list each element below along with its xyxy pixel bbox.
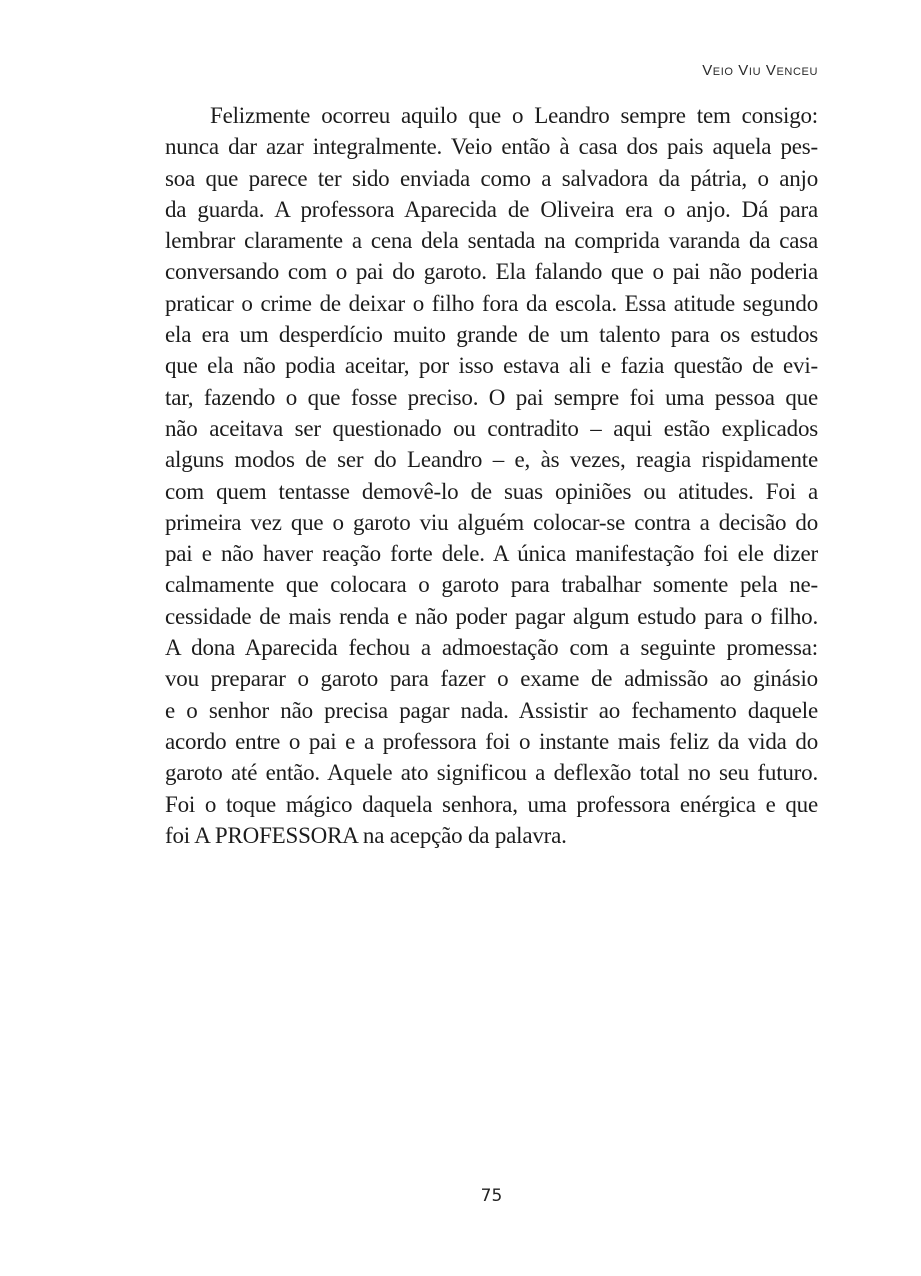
text-line: Foi o toque mágico daquela senhora, uma professora enérgica e que (165, 791, 818, 817)
text-line: conversando com o pai do garoto. Ela falando que o pai não poderia (165, 259, 818, 285)
text-line: soa que parece ter sido enviada como a salvadora da pátria, o anjo (165, 165, 818, 191)
text-line: nunca dar azar integralmente. Veio então à casa dos pais aquela pes- (165, 134, 818, 160)
page-number: 75 (480, 1186, 503, 1206)
text-line: tar, fazendo o que fosse preciso. O pai sempre foi uma pessoa que (165, 384, 818, 410)
text-line: pai e não haver reação forte dele. A única manifestação foi ele dizer (165, 541, 818, 567)
text-line: que ela não podia aceitar, por isso estava ali e fazia questão de evi- (165, 353, 818, 379)
text-line: acordo entre o pai e a professora foi o instante mais feliz da vida do (165, 728, 818, 754)
text-line: e o senhor não precisa pagar nada. Assistir ao fechamento daquele (165, 697, 818, 723)
text-line: Felizmente ocorreu aquilo que o Leandro sempre tem consigo: (210, 103, 818, 128)
text-line: alguns modos de ser do Leandro – e, às vezes, reagia rispidamente (165, 447, 818, 473)
text-line: da guarda. A professora Aparecida de Oliveira era o anjo. Dá para (165, 196, 818, 222)
paragraph (165, 100, 818, 851)
text-line: vou preparar o garoto para fazer o exame de admissão ao ginásio (165, 666, 818, 692)
text-line: A dona Aparecida fechou a admoestação com a seguinte promessa: (165, 635, 818, 661)
text-line: não aceitava ser questionado ou contradito – aqui estão explicados (165, 415, 818, 441)
text-line: primeira vez que o garoto viu alguém colocar-se contra a decisão do (165, 509, 818, 535)
text-line: com quem tentasse demovê-lo de suas opiniões ou atitudes. Foi a (165, 478, 818, 504)
text-line: calmamente que colocara o garoto para trabalhar somente pela ne- (165, 572, 818, 598)
text-line: garoto até então. Aquele ato significou a deflexão total no seu futuro. (165, 760, 818, 786)
text-line: praticar o crime de deixar o filho fora da escola. Essa atitude segundo (165, 290, 818, 316)
text-line: foi A PROFESSORA na acepção da palavra. (165, 822, 567, 848)
text-line: lembrar claramente a cena dela sentada na comprida varanda da casa (165, 228, 818, 254)
running-header: Veio Viu Venceu (702, 62, 818, 79)
text-line: ela era um desperdício muito grande de um talento para os estudos (165, 322, 818, 348)
text-line: cessidade de mais renda e não poder pagar algum estudo para o filho. (165, 603, 818, 629)
